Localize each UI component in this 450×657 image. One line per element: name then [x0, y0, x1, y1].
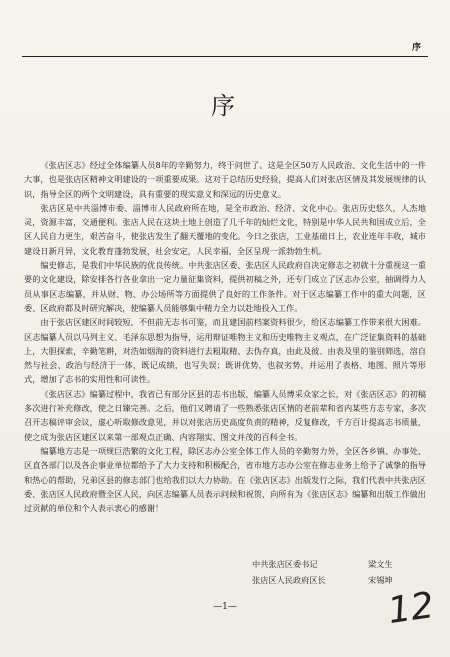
signature-row: [252, 556, 393, 572]
header-rule: [22, 56, 428, 57]
signature-name: 梁文生: [368, 559, 393, 569]
signature-name: 宋锡坤: [368, 575, 393, 585]
page-number: —1—: [213, 602, 237, 612]
signature-org: 张店区人民政府区长: [252, 575, 326, 585]
paragraph: 张店区是中共淄博市委、淄博市人民政府所在地，是全市政治、经济、文化中心。张店历史悠久，人杰地灵，资源丰富，交通便利。张店人民在这块土地上创造了几千年的灿烂文化，特别是中华人民共和国成立后，全区人民自力更生，艰苦奋斗，使张店发生了翻天覆地的变化。今日之张店，工业基础日上，农业连年丰收，城市建设日新月异，文化教育蓬勃发展，社会安定，人民幸福，全区呈现一派勃勃生机。: [24, 202, 426, 256]
signature-org: 中共张店区委书记: [252, 559, 318, 569]
handwritten-mark: 12: [385, 585, 437, 632]
preface-body: [24, 158, 426, 515]
page-title: 序: [211, 92, 239, 120]
paragraph: 编纂地方志是一项规巨浩繁的文化工程，除区志办公室全体工作人员的辛勤努力外，全区各乡镇、办事处、区直各部门以及各企事业单位都给予了大力支持和积极配合，省市地方志办公室在修志业务上给予了诚挚的指导和热心的帮助，兄弟区县的修志部门也给我们以大力协助。在《张店区志》出版发行之际，我们代表中共张店区委、张店区人民政府暨全区人民，向区志编纂人员表示问候和祝贺，向所有为《张店区志》编纂和出版工作做出过贡献的单位和个人表示衷心的感谢！: [24, 445, 426, 514]
paragraph: 《张店区志》编纂过程中，我省已有部分区县的志书出版，编纂人员博采众家之长，对《张店区志》的初稿多次进行补充修改，使之日臻完善。之后，他们又聘请了一些熟悉张店区情的老前辈和省内某些方志专家，多次召开志稿评审会议，虚心听取修改意见，并以对张店历史高度负责的精神，反复修改，千方百计提高志书质量，使之成为张店区建区以来第一部观点正确、内容翔实、图文并茂的百科全书。: [24, 388, 426, 442]
paragraph: 《张店区志》经过全体编纂人员8年的辛勤努力，终于问世了。这是全区50万人民政治、文化生活中的一件大事，也是张店区精神文明建设的一项重要成果。这对于总结历史经验，提高人们对张店区情及其发展规律的认识，指导全区的两个文明建设，具有重要的现实意义和深远的历史意义。: [24, 160, 426, 199]
paragraph: 由于张店区建区时间较短，不但前无志书可鉴，而且建国前档案资料很少，给区志编纂工作带来很大困难。区志编纂人员以马列主义、毛泽东思想为指导，运用辩证唯物主义和历史唯物主义观点，在广泛征集资料的基础上，大胆探索，辛勤笔耕，对浩如烟海的资料进行去粗取精、去伪存真，由此及彼、由表及里的鉴别筛选，溶自然与社会、政治与经济于一体，既记成绩，也写失误；既讲优势，也叙劣势，并运用了表格、地图、照片等形式，增加了志书的实用性和可读性。: [24, 317, 426, 385]
paragraph: 编史修志，是我们中华民族的优良传统。中共张店区委、张店区人民政府自决定修志之初就十分重视这一重要的文化建设，除安排各行各业拿出一定力量征集资料，提供初稿之外，还专门成立了区志办公室，抽调得力人员从事区志编纂，并从财、物、办公场所等方面提供了良好的工作条件。对于区志编纂工作中的重大问题，区委、区政府都及时研究解决，使编纂人员能够集中精力全力以赴地投入工作。: [24, 260, 426, 313]
signature-row: [252, 572, 393, 588]
running-head: 序: [411, 43, 422, 53]
signature-block: [252, 556, 393, 588]
